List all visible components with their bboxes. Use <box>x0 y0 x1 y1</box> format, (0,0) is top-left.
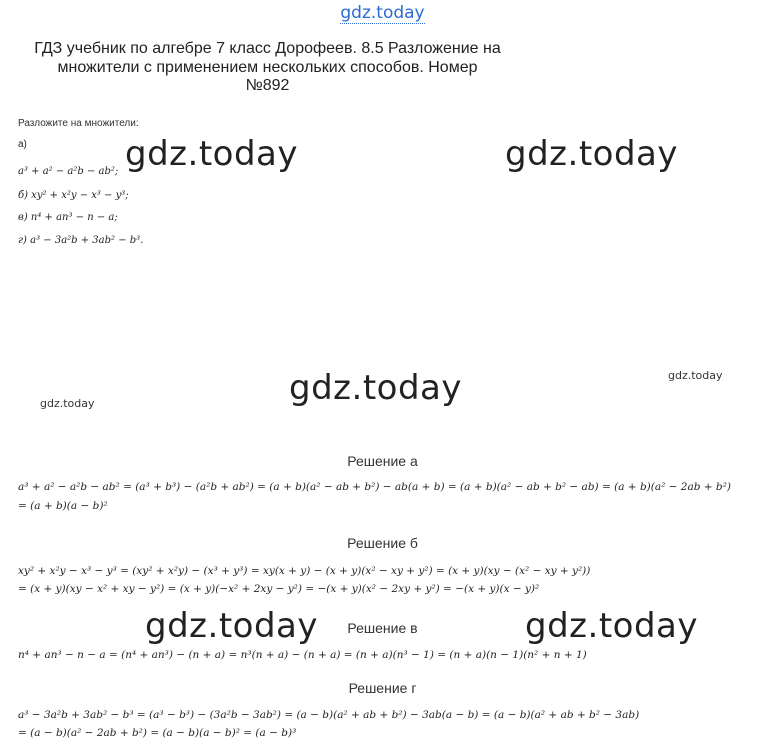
watermark: gdz.today <box>505 134 678 174</box>
solution-a-title: Решение а <box>347 453 418 469</box>
watermark-small: gdz.today <box>40 397 95 410</box>
page-title <box>0 40 535 96</box>
title-line-2: множители с применением нескольких способов. Номер <box>57 58 478 76</box>
watermark-small: gdz.today <box>668 369 723 382</box>
solution-d-title: Решение г <box>348 680 417 696</box>
task-a: a³ + a² − a²b − ab²; <box>18 166 119 177</box>
solution-a-line-2: = (a + b)(a − b)² <box>18 500 108 512</box>
task-label: Разложите на множители: <box>18 118 139 129</box>
task-c: в) n⁴ + an³ − n − a; <box>18 212 118 223</box>
solution-b-title: Решение б <box>347 535 418 551</box>
solution-c-title: Решение в <box>347 620 418 636</box>
title-line-1: ГДЗ учебник по алгебре 7 класс Дорофеев. 8.5 Разложение на <box>34 40 501 57</box>
watermark: gdz.today <box>125 134 298 174</box>
title-line-3: №892 <box>245 77 290 94</box>
watermark: gdz.today <box>289 368 462 408</box>
solution-b-line-1: xy² + x²y − x³ − y³ = (xy² + x²y) − (x³ + y³) = xy(x + y) − (x + y)(x² − xy + y²) = (x + y)(xy − (x² − xy + y²)) <box>18 565 591 577</box>
solution-b-line-2: = (x + y)(xy − x² + xy − y²) = (x + y)(−x² + 2xy − y²) = −(x + y)(x² − 2xy + y²) = −(x + y)(x − y)² <box>18 583 540 595</box>
task-d: г) a³ − 3a²b + 3ab² − b³. <box>18 235 144 246</box>
task-b: б) xy² + x²y − x³ − y³; <box>18 190 129 201</box>
task-a-label: а) <box>18 139 27 150</box>
site-logo[interactable]: gdz.today <box>340 3 425 23</box>
watermark: gdz.today <box>525 606 698 646</box>
watermark: gdz.today <box>145 606 318 646</box>
solution-d-line-2: = (a − b)(a² − 2ab + b²) = (a − b)(a − b)² = (a − b)³ <box>18 727 297 739</box>
solution-a-line-1: a³ + a² − a²b − ab² = (a³ + b³) − (a²b + ab²) = (a + b)(a² − ab + b²) − ab(a + b) = (a + b)(a² − ab + b² − ab) = (a + b)(a² − 2ab + b²) <box>18 481 731 493</box>
solution-c-line-1: n⁴ + an³ − n − a = (n⁴ + an³) − (n + a) = n³(n + a) − (n + a) = (n + a)(n³ − 1) = (n + a)(n − 1)(n² + n + 1) <box>18 649 587 661</box>
solution-d-line-1: a³ − 3a²b + 3ab² − b³ = (a³ − b³) − (3a²b − 3ab²) = (a − b)(a² + ab + b²) − 3ab(a − b) = (a − b)(a² + ab + b² − 3ab) <box>18 709 640 721</box>
